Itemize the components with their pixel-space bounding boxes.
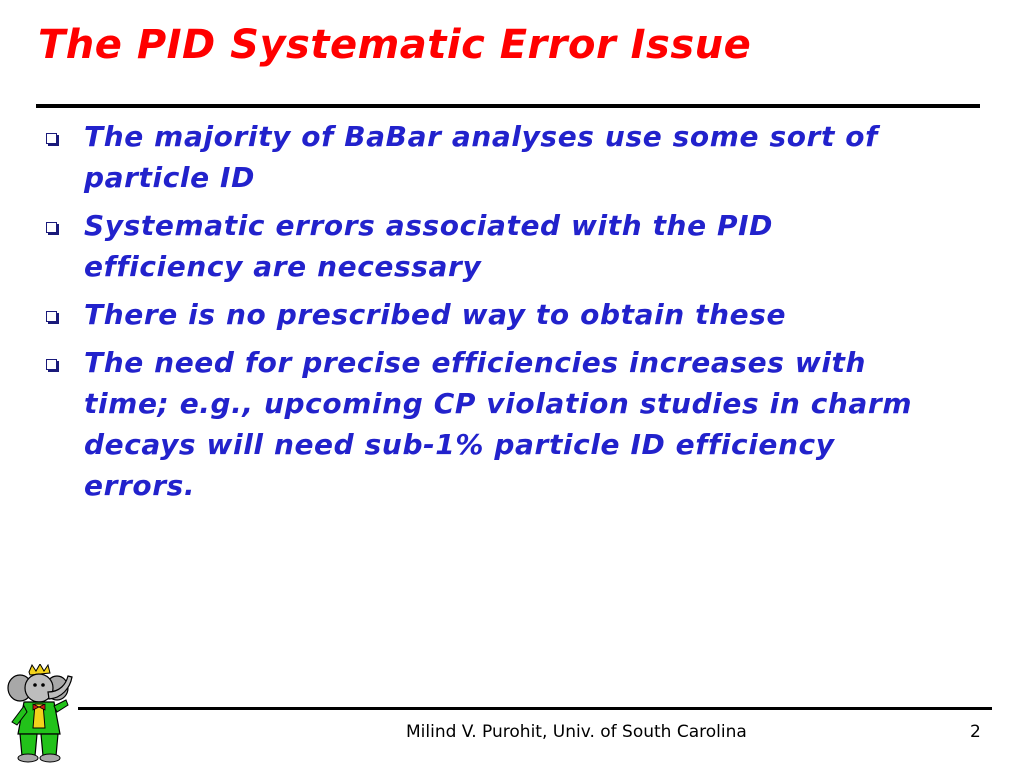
hollow-square-bullet-icon bbox=[46, 359, 57, 370]
bullet-text: The need for precise efficiencies increases with time; e.g., upcoming CP violation studies in charm decays will need sub-1% particle ID efficiency errors. bbox=[84, 346, 913, 502]
footer-divider bbox=[78, 707, 992, 710]
babar-elephant-icon bbox=[2, 664, 78, 764]
bullet-item bbox=[44, 116, 924, 198]
bullet-text: Systematic errors associated with the PID efficiency are necessary bbox=[84, 209, 774, 283]
bullet-text: There is no prescribed way to obtain these bbox=[84, 298, 787, 331]
title-divider bbox=[36, 104, 980, 108]
hollow-square-bullet-icon bbox=[46, 222, 57, 233]
bullet-text: The majority of BaBar analyses use some sort of particle ID bbox=[84, 120, 878, 194]
footer-author: Milind V. Purohit, Univ. of South Carolina bbox=[406, 722, 747, 742]
slide-title: The PID Systematic Error Issue bbox=[38, 22, 752, 68]
bullet-item bbox=[44, 205, 924, 287]
hollow-square-bullet-icon bbox=[46, 311, 57, 322]
page-number: 2 bbox=[970, 722, 981, 742]
bullet-item bbox=[44, 294, 924, 335]
bullet-item bbox=[44, 342, 924, 506]
hollow-square-bullet-icon bbox=[46, 133, 57, 144]
bullet-list bbox=[44, 116, 924, 513]
